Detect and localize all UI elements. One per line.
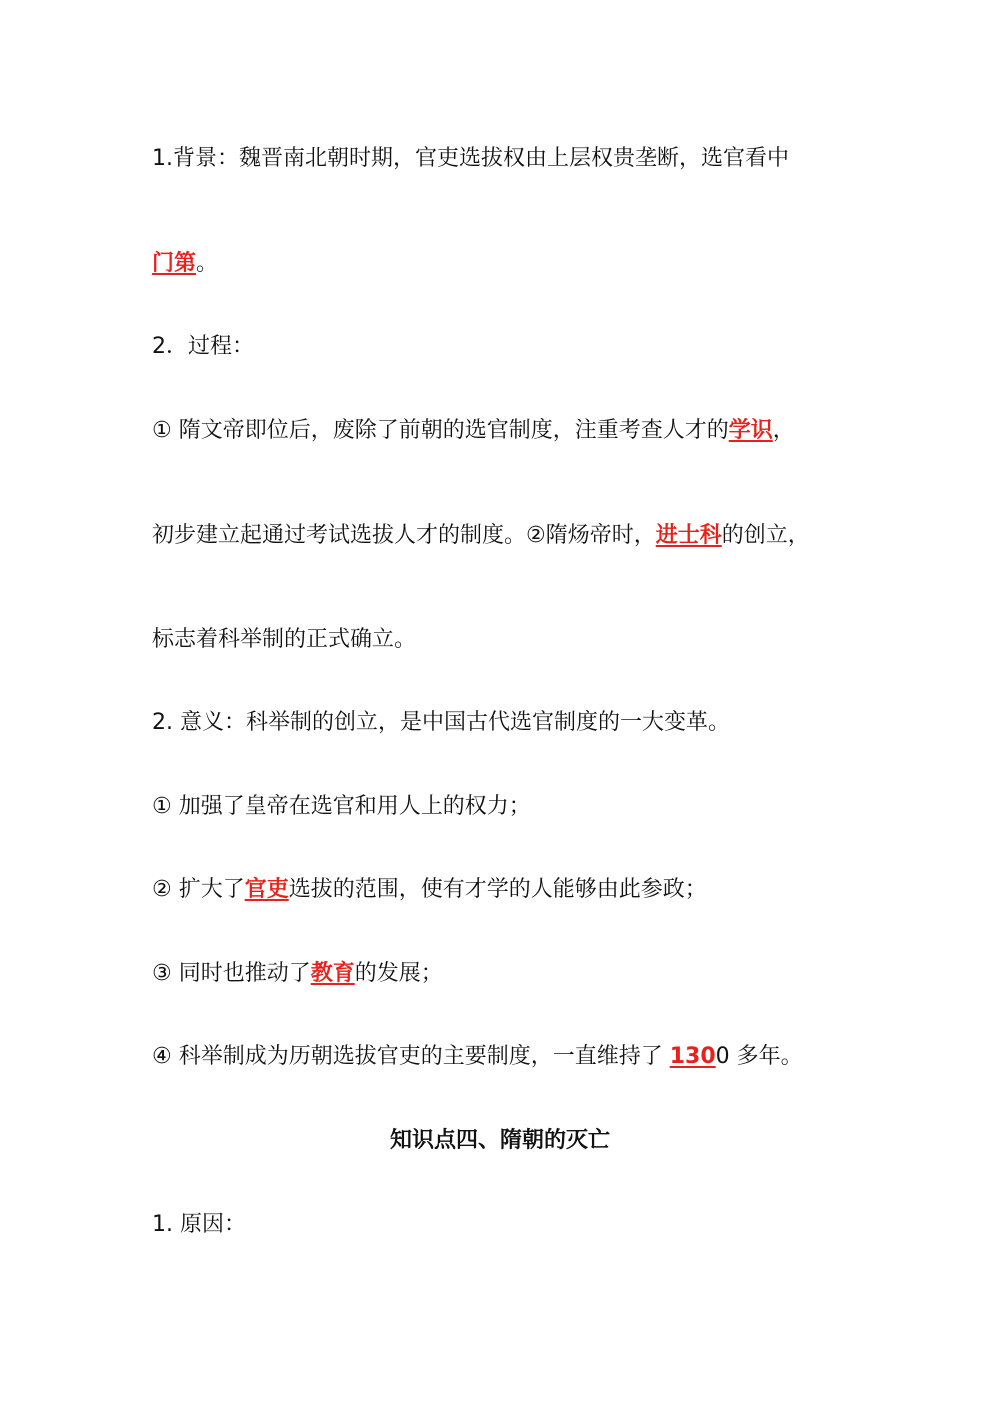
significance-item-3b: 的发展； [354,961,443,986]
process-text-1a: ① 隋文帝即位后，废除了前朝的选官制度，注重考查人才的 [152,418,729,443]
significance-item-1 [152,792,531,822]
section-heading [0,1126,1000,1156]
significance-item-3a: ③ 同时也推动了 [152,961,311,986]
process-heading [152,332,254,362]
process-line-3 [152,625,416,655]
significance-item-4b: 0 多年。 [715,1044,803,1069]
significance-item-4a: ④ 科举制成为历朝选拔官吏的主要制度，一直维持了 [152,1044,670,1069]
section-heading-text: 知识点四、隋朝的灭亡 [389,1128,610,1153]
significance-text: 2. 意义：科举制的创立，是中国古代选官制度的一大变革。 [152,710,730,735]
background-continuation [152,249,218,279]
keyword-xueshi: 学识 [728,418,773,443]
process-text-2a: 初步建立起通过考试选拔人才的制度。②隋炀帝时， [152,523,656,548]
background-line [152,144,789,174]
significance-item-3 [152,959,443,989]
process-text-3: 标志着科举制的正式确立。 [152,627,417,652]
process-text-1b: ， [772,418,795,443]
significance-item-1-text: ① 加强了皇帝在选官和用人上的权力； [152,794,531,819]
process-line-2 [152,521,810,551]
keyword-130: 130 [669,1044,716,1069]
significance-item-4 [152,1042,803,1072]
keyword-jinshike: 进士科 [655,523,722,548]
significance-heading [152,708,730,738]
cause-heading [152,1210,246,1240]
significance-item-2b: 选拔的范围，使有才学的人能够由此参政； [288,877,707,902]
keyword-guanli: 官吏 [244,877,289,902]
process-text-2b: 的创立， [721,523,810,548]
period-text: 。 [196,251,219,276]
significance-item-2a: ② 扩大了 [152,877,245,902]
cause-heading-text: 1. 原因： [152,1212,246,1237]
background-text: 1.背景：魏晋南北朝时期，官吏选拔权由上层权贵垄断，选官看中 [152,146,789,171]
process-heading-text: 2．过程： [152,334,254,359]
keyword-mendi: 门第 [152,251,197,276]
significance-item-2 [152,875,707,905]
keyword-jiaoyu: 教育 [310,961,355,986]
process-line-1 [152,416,795,446]
